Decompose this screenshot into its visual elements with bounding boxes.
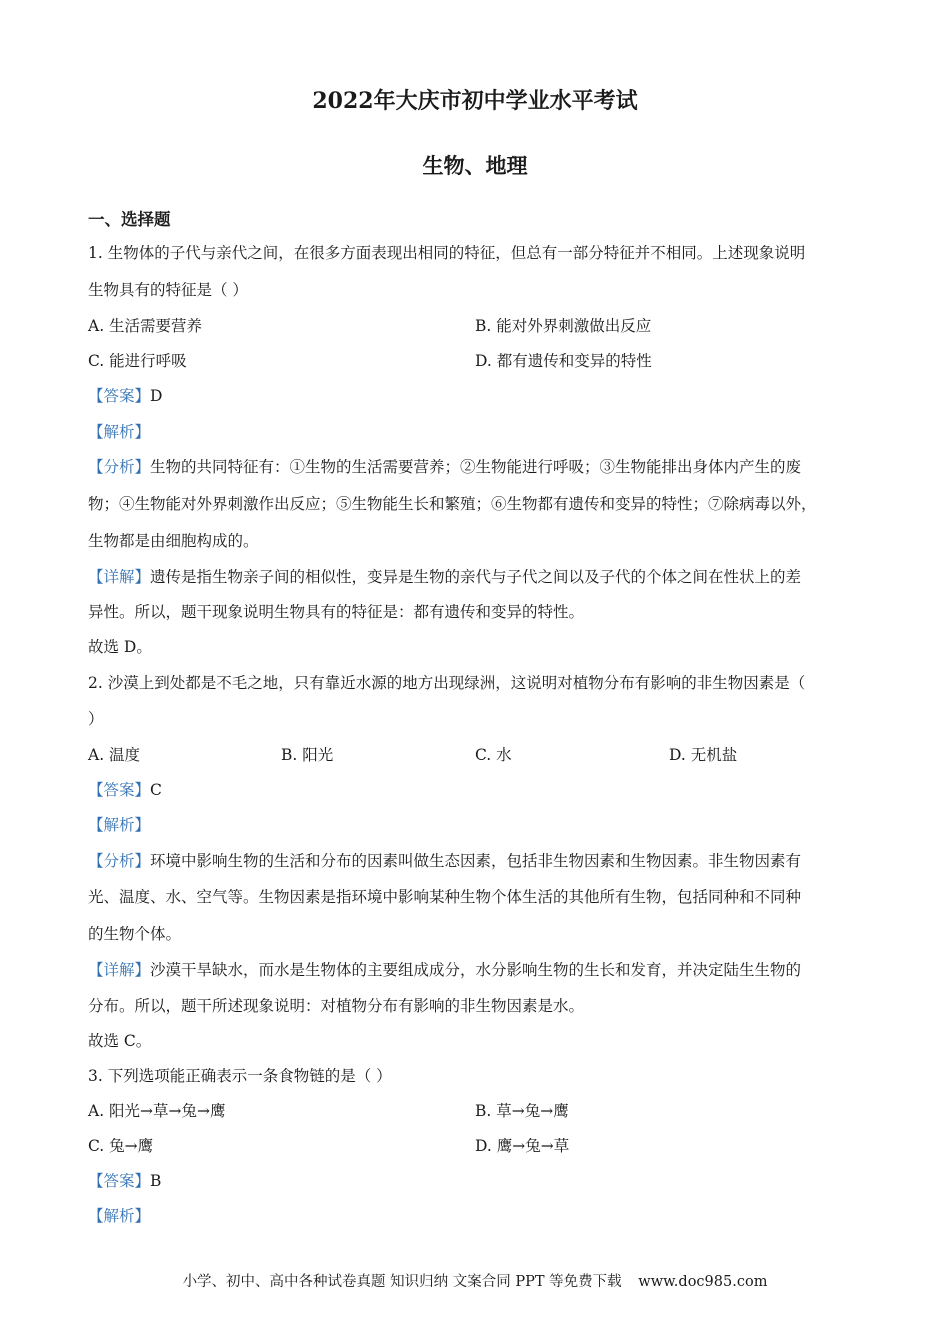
q1-analysis-line2: 物；④生物能对外界刺激作出反应；⑤生物能生长和繁殖；⑥生物都有遗传和变异的特性；⑦除病毒以外， — [88, 495, 817, 513]
analysis-tag: 【分析】 — [88, 852, 151, 870]
q2-answer-value: C — [150, 781, 162, 799]
page-title: 2022年大庆市初中学业水平考试 — [312, 88, 638, 114]
analysis-tag: 【分析】 — [88, 458, 151, 476]
q2-stem-cont: ） — [88, 710, 104, 728]
q1-detail — [88, 565, 801, 587]
q1-conclusion: 故选 D。 — [88, 638, 152, 656]
page-footer — [0, 1270, 950, 1291]
q1-analysis-text: 生物的共同特征有：①生物的生活需要营养；②生物能进行呼吸；③生物能排出身体内产生的废 — [150, 458, 802, 476]
q1-detail-text: 遗传是指生物亲子间的相似性，变异是生物的亲代与子代之间以及子代的个体之间在性状上的差 — [150, 568, 802, 586]
footer-site-link[interactable]: www.doc985.com — [638, 1274, 768, 1290]
answer-tag: 【答案】 — [88, 1172, 151, 1190]
q1-analysis — [88, 455, 801, 477]
q2-jiexi-tag: 【解析】 — [88, 816, 151, 834]
q3-option-c: C. 兔→鹰 — [88, 1137, 154, 1155]
answer-tag: 【答案】 — [88, 387, 151, 405]
q2-option-d: D. 无机盐 — [669, 746, 738, 764]
q2-analysis-line3: 的生物个体。 — [88, 925, 182, 943]
footer-text: 小学、初中、高中各种试卷真题 知识归纳 文案合同 PPT 等免费下载 — [182, 1274, 622, 1290]
q3-answer — [88, 1169, 161, 1191]
q1-option-a: A. 生活需要营养 — [88, 317, 203, 335]
q3-jiexi-tag: 【解析】 — [88, 1207, 151, 1225]
q1-stem: 1. 生物体的子代与亲代之间，在很多方面表现出相同的特征，但总有一部分特征并不相同。上述现象说明 — [88, 244, 806, 262]
q2-analysis — [88, 849, 801, 871]
q2-analysis-text: 环境中影响生物的生活和分布的因素叫做生态因素，包括非生物因素和生物因素。非生物因素有 — [150, 852, 802, 870]
q2-option-a: A. 温度 — [88, 746, 141, 764]
q3-stem: 3. 下列选项能正确表示一条食物链的是（ ） — [88, 1067, 392, 1085]
detail-tag: 【详解】 — [88, 961, 151, 979]
q1-analysis-line3: 生物都是由细胞构成的。 — [88, 532, 259, 550]
q2-analysis-line2: 光、温度、水、空气等。生物因素是指环境中影响某种生物个体生活的其他所有生物，包括同种和不同种 — [88, 888, 802, 906]
q2-stem: 2. 沙漠上到处都是不毛之地，只有靠近水源的地方出现绿洲，这说明对植物分布有影响的非生物因素是（ — [88, 674, 806, 692]
q1-stem-cont: 生物具有的特征是（ ） — [88, 281, 248, 299]
q1-answer-value: D — [150, 387, 163, 405]
q2-detail-line2: 分布。所以，题干所述现象说明：对植物分布有影响的非生物因素是水。 — [88, 997, 585, 1015]
q2-option-b: B. 阳光 — [281, 746, 334, 764]
q2-answer — [88, 778, 162, 800]
q1-option-b: B. 能对外界刺激做出反应 — [475, 317, 652, 335]
page-subtitle: 生物、地理 — [422, 153, 528, 178]
answer-tag: 【答案】 — [88, 781, 151, 799]
q2-detail — [88, 958, 801, 980]
q3-option-a: A. 阳光→草→兔→鹰 — [88, 1102, 226, 1120]
q2-option-c: C. 水 — [475, 746, 512, 764]
q3-option-b: B. 草→兔→鹰 — [475, 1102, 569, 1120]
q3-answer-value: B — [150, 1172, 162, 1190]
q1-answer — [88, 384, 162, 406]
q2-detail-text: 沙漠干旱缺水，而水是生物体的主要组成成分，水分影响生物的生长和发育，并决定陆生生物的 — [150, 961, 802, 979]
section-heading: 一、选择题 — [88, 210, 171, 229]
q1-option-d: D. 都有遗传和变异的特性 — [475, 352, 652, 370]
q1-detail-line2: 异性。所以，题干现象说明生物具有的特征是：都有遗传和变异的特性。 — [88, 603, 585, 621]
detail-tag: 【详解】 — [88, 568, 151, 586]
q1-option-c: C. 能进行呼吸 — [88, 352, 187, 370]
q1-jiexi-tag: 【解析】 — [88, 423, 151, 441]
q3-option-d: D. 鹰→兔→草 — [475, 1137, 570, 1155]
q2-conclusion: 故选 C。 — [88, 1032, 152, 1050]
